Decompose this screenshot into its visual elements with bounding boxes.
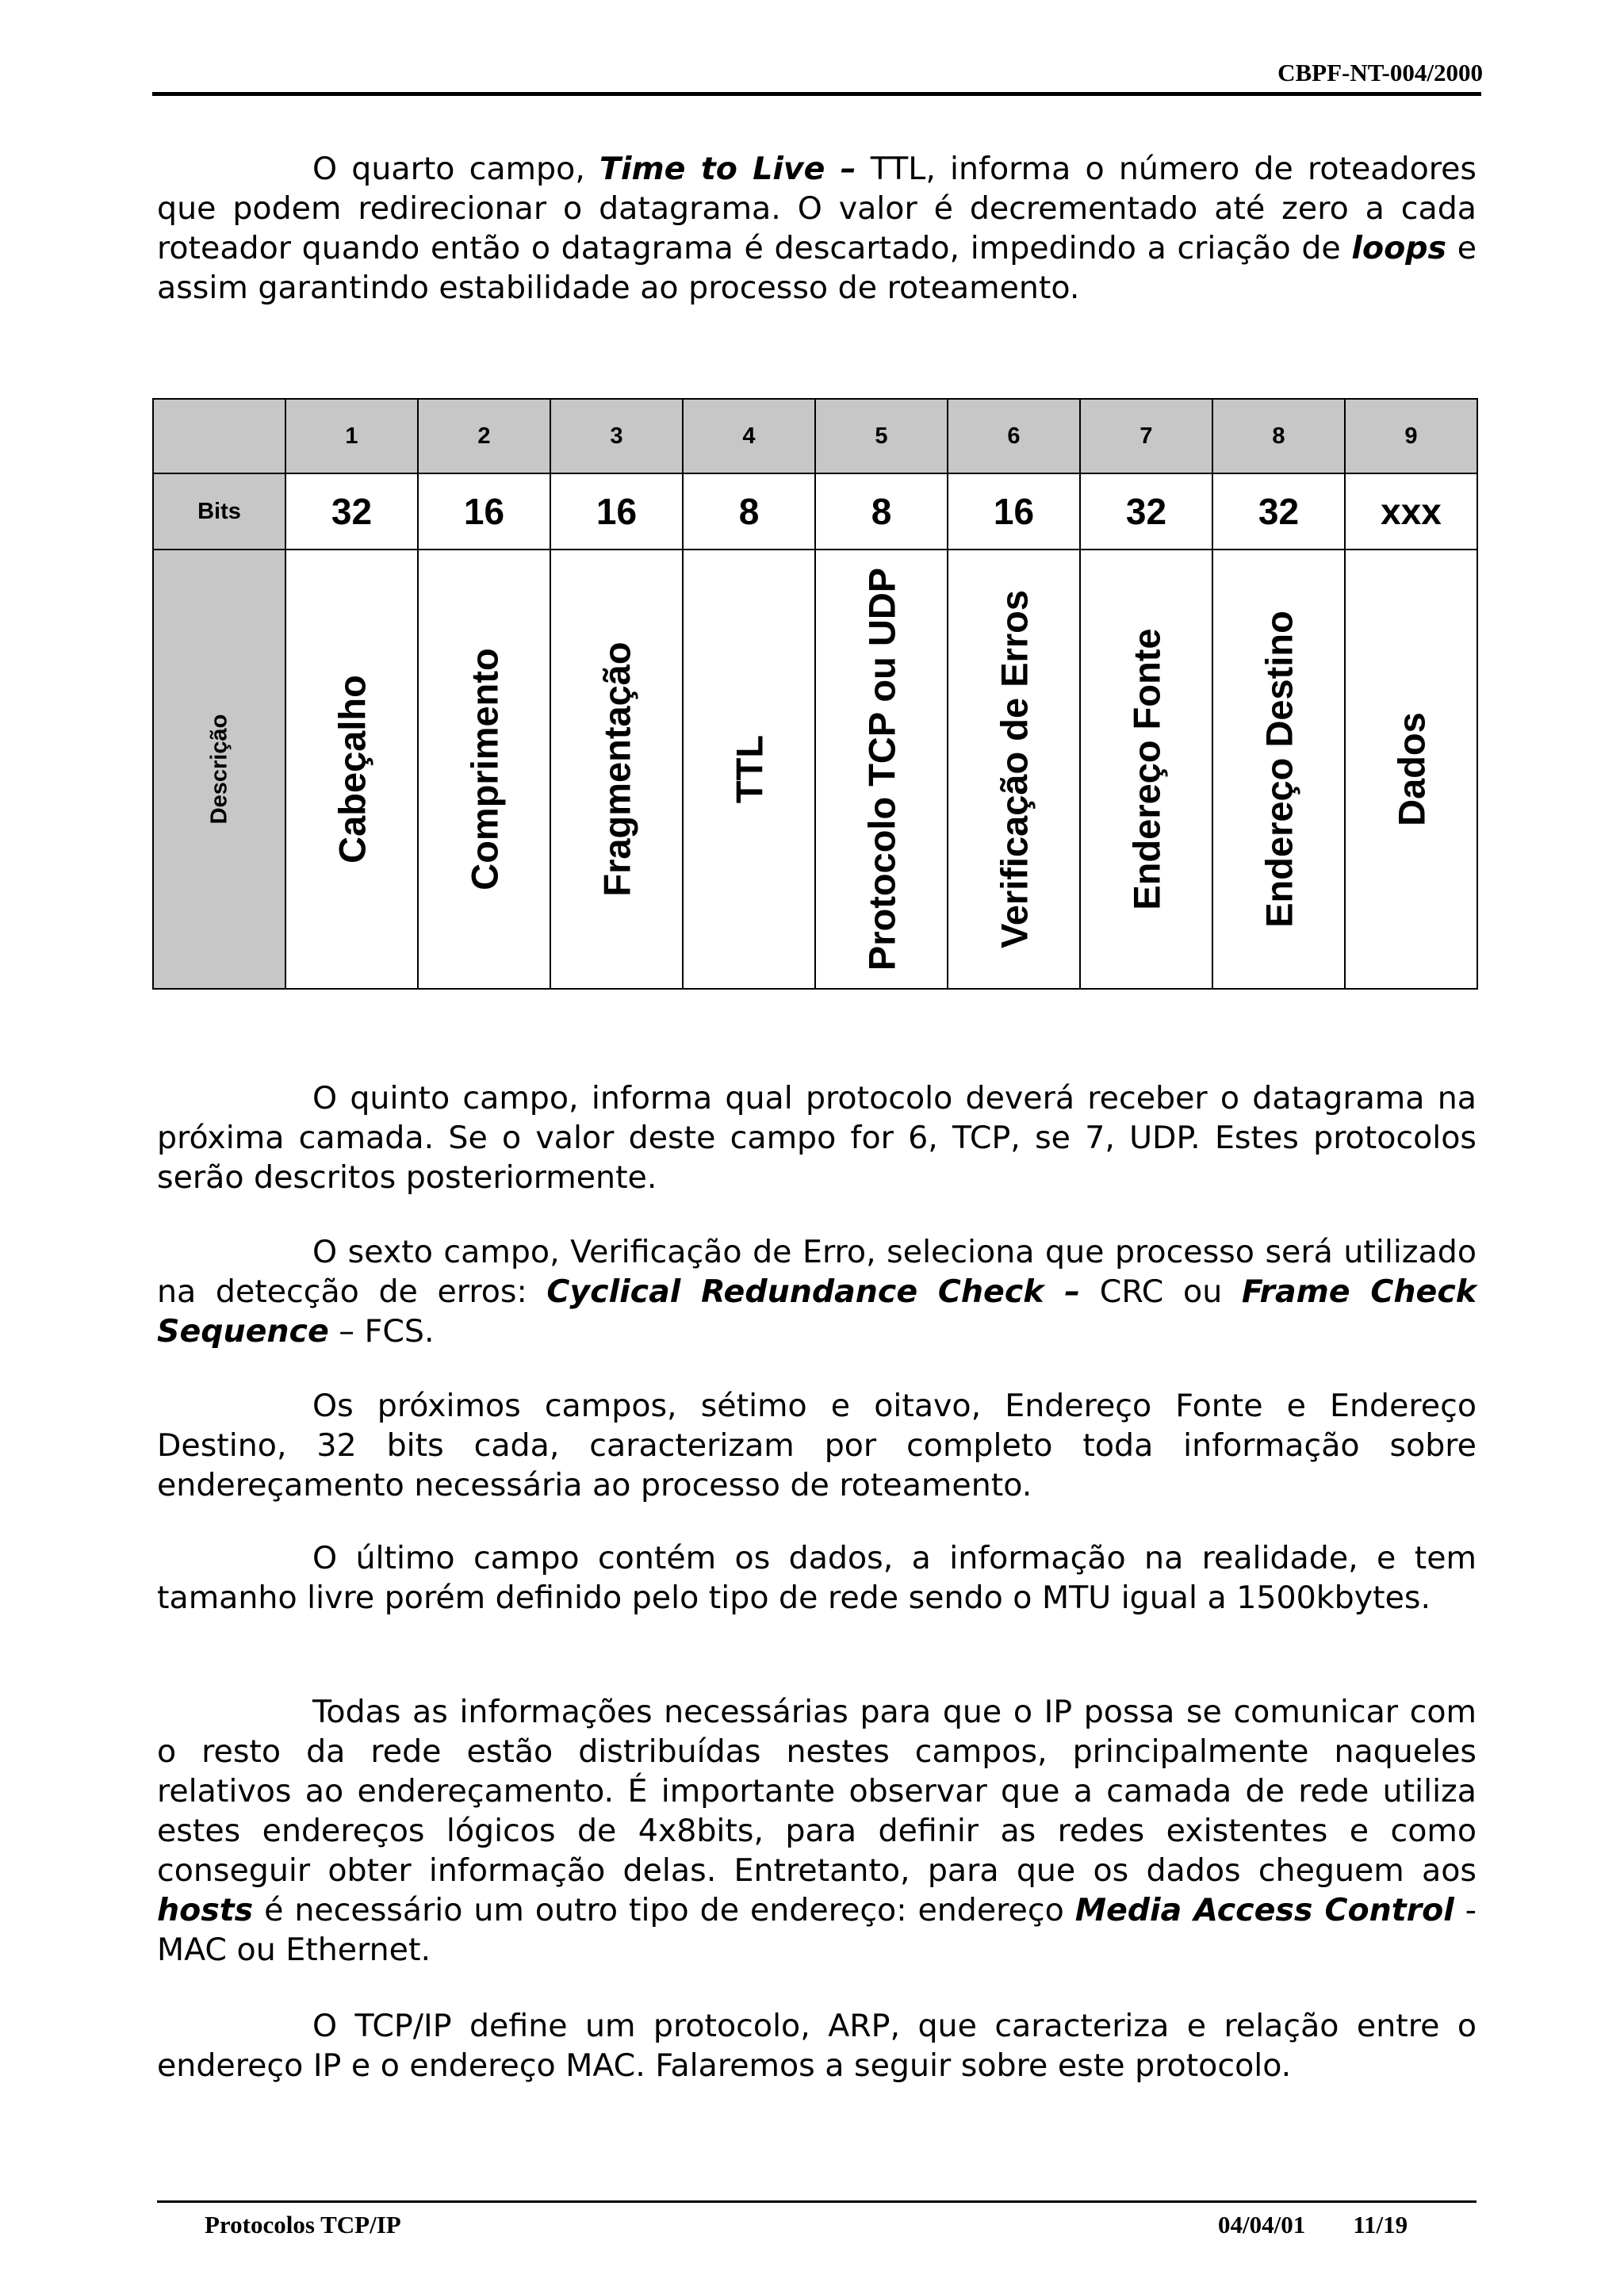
text: TTL, informa o número de roteadores que podem redirecionar o datagrama. O valor é decrementado até zero a cada roteador quando então o datagrama é descartado, impedindo a criação de [157, 151, 1477, 266]
footer-title: Protocolos TCP/IP [205, 2211, 401, 2238]
paragraph-error-check [157, 1232, 1477, 1351]
text: O sexto campo, Verificação de Erro, seleciona que processo será utilizado na detecção de erros: [157, 1234, 1477, 1310]
emphasis: Media Access Control [1074, 1892, 1454, 1928]
footer-meta [1218, 2211, 1408, 2239]
text: - MAC ou Ethernet. [157, 1892, 1477, 1968]
field-number-row [153, 399, 1477, 473]
text: O TCP/IP define um protocolo, ARP, que caracteriza e relação entre o endereço IP e o endereço MAC. Falaremos a seguir sobre este protocolo. [157, 2008, 1477, 2084]
field-number: 5 [815, 399, 948, 473]
paragraph-arp [157, 2006, 1477, 2085]
field-description: TTL [728, 734, 770, 804]
emphasis: Cyclical Redundance Check – [546, 1273, 1081, 1310]
field-number: 6 [948, 399, 1080, 473]
description-cell [683, 550, 815, 989]
corner-cell [153, 399, 285, 473]
bits-label: Bits [153, 473, 285, 550]
datagram-fields-table [152, 398, 1478, 990]
field-number: 3 [550, 399, 683, 473]
description-row [153, 550, 1477, 989]
bits-value: 8 [815, 473, 948, 550]
emphasis: loops [1351, 230, 1447, 266]
field-description: Cabeçalho [331, 675, 373, 864]
field-description: Verificação de Erros [993, 590, 1035, 948]
text: Os próximos campos, sétimo e oitavo, Endereço Fonte e Endereço Destino, 32 bits cada, caracterizam por completo toda informação sobre endereçamento necessária ao processo de roteamento. [157, 1388, 1477, 1503]
paragraph-addresses [157, 1386, 1477, 1505]
description-cell [418, 550, 550, 989]
paragraph-data-field [157, 1538, 1477, 1618]
field-description: Protocolo TCP ou UDP [860, 567, 902, 971]
description-cell [1080, 550, 1212, 989]
bits-value: 32 [1080, 473, 1212, 550]
text: Todas as informações necessárias para que o IP possa se comunicar com o resto da rede estão distribuídas nestes campos, principalmente naqueles relativos ao endereçamento. É importante observar que a camada de rede utiliza estes endereços lógicos de 4x8bits, para definir as redes existentes e como conseguir obter informação delas. Entretanto, para que os dados cheguem aos [157, 1694, 1477, 1889]
paragraph-mac [157, 1692, 1477, 1970]
field-number: 4 [683, 399, 815, 473]
field-number: 8 [1212, 399, 1345, 473]
bits-value: 32 [1212, 473, 1345, 550]
description-label: Descrição [206, 714, 232, 825]
document-id: CBPF-NT-004/2000 [1277, 59, 1483, 86]
field-description: Endereço Fonte [1125, 628, 1167, 910]
bits-value: 32 [285, 473, 418, 550]
header-rule [152, 92, 1481, 96]
bits-value: xxx [1345, 473, 1477, 550]
bits-value: 16 [550, 473, 683, 550]
footer-rule [157, 2200, 1477, 2203]
description-cell [815, 550, 948, 989]
text: é necessário um outro tipo de endereço: endereço [253, 1892, 1075, 1928]
description-cell [948, 550, 1080, 989]
emphasis: Time to Live – [599, 151, 856, 187]
bits-value: 16 [418, 473, 550, 550]
bits-value: 8 [683, 473, 815, 550]
description-label-cell [153, 550, 285, 989]
field-description: Fragmentação [596, 641, 638, 897]
footer-date: 04/04/01 [1218, 2211, 1306, 2238]
field-number: 2 [418, 399, 550, 473]
text: e assim garantindo estabilidade ao processo de roteamento. [157, 230, 1477, 306]
field-number: 7 [1080, 399, 1212, 473]
paragraph-protocol [157, 1078, 1477, 1197]
description-cell [550, 550, 683, 989]
field-description: Endereço Destino [1258, 611, 1300, 928]
paragraph-ttl [157, 149, 1477, 308]
description-cell [1345, 550, 1477, 989]
description-cell [285, 550, 418, 989]
text: O quarto campo, [312, 151, 600, 187]
text: – FCS. [328, 1313, 435, 1350]
emphasis: hosts [157, 1892, 254, 1928]
bits-value: 16 [948, 473, 1080, 550]
field-number: 1 [285, 399, 418, 473]
bits-row [153, 473, 1477, 550]
description-cell [1212, 550, 1345, 989]
emphasis: Frame Check Sequence [157, 1273, 1477, 1350]
page-number: 11/19 [1353, 2211, 1408, 2238]
text: CRC ou [1080, 1273, 1242, 1310]
field-description: Dados [1390, 712, 1432, 826]
field-description: Comprimento [463, 648, 505, 890]
field-number: 9 [1345, 399, 1477, 473]
text: O último campo contém os dados, a informação na realidade, e tem tamanho livre porém definido pelo tipo de rede sendo o MTU igual a 1500kbytes. [157, 1540, 1477, 1616]
text: O quinto campo, informa qual protocolo deverá receber o datagrama na próxima camada. Se o valor deste campo for 6, TCP, se 7, UDP. Estes protocolos serão descritos posteriormente. [157, 1080, 1477, 1196]
